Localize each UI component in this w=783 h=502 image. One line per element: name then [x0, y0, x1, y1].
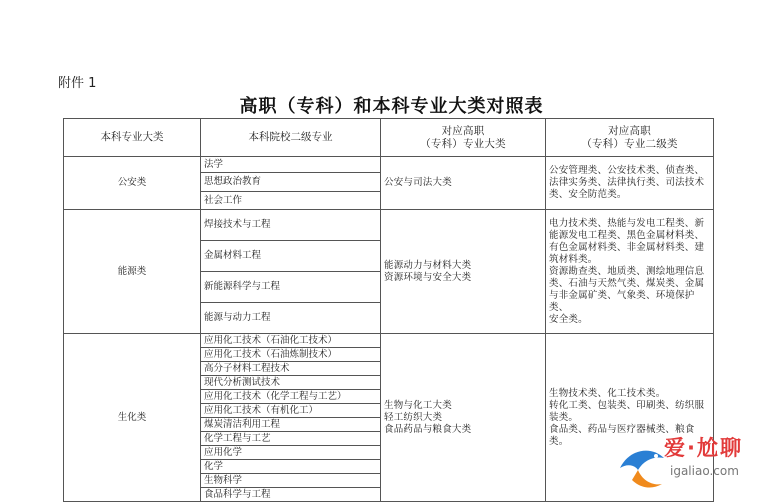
undergrad-category-cell: 能源类 [64, 210, 201, 334]
watermark-url: igaliao.com [670, 464, 739, 478]
undergrad-major-cell: 社会工作 [201, 192, 381, 210]
undergrad-major-cell: 应用化学 [201, 446, 381, 460]
undergrad-major-cell: 应用化工技术（化学工程与工艺） [201, 390, 381, 404]
undergrad-major-cell: 化学 [201, 460, 381, 474]
header-undergrad-category: 本科专业大类 [64, 119, 201, 157]
table-row [64, 334, 714, 348]
vocational-subcategory-cell: 电力技术类、热能与发电工程类、新 能源发电工程类、黑色金属材料类、 有色金属材料类、非金属材料类、建 筑材料类。 资源勘查类、地质类、测绘地理信息 类、石油与天然气类、煤炭类、金属 与非金属矿类、气象类、环境保护类、 安全类。 [546, 210, 714, 334]
undergrad-major-cell: 应用化工技术（石油化工技术） [201, 334, 381, 348]
undergrad-major-cell: 思想政治教育 [201, 173, 381, 192]
undergrad-major-cell: 金属材料工程 [201, 241, 381, 272]
watermark-text: 爱·尬聊 [664, 436, 743, 460]
undergrad-major-cell: 生物科学 [201, 474, 381, 488]
header-vocational-category: 对应高职 （专科）专业大类 [381, 119, 546, 157]
vocational-category-cell: 生物与化工大类 轻工纺织大类 食品药品与粮食大类 [381, 334, 546, 502]
header-vocational-subcategory: 对应高职 （专科）专业二级类 [546, 119, 714, 157]
undergrad-major-cell: 应用化工技术（石油炼制技术） [201, 348, 381, 362]
document-title: 高职（专科）和本科专业大类对照表 [239, 96, 544, 117]
attachment-label: 附件 1 [58, 76, 97, 91]
undergrad-category-cell: 公安类 [64, 157, 201, 210]
vocational-category-cell: 公安与司法大类 [381, 157, 546, 210]
header-undergrad-major: 本科院校二级专业 [201, 119, 381, 157]
vocational-subcategory-cell: 生物技术类、化工技术类。 转化工类、包装类、印刷类、纺织服 装类。 食品类、药品与医疗器械类、粮食类。 [546, 334, 714, 502]
undergrad-major-cell: 新能源科学与工程 [201, 272, 381, 303]
undergrad-major-cell: 现代分析测试技术 [201, 376, 381, 390]
undergrad-category-cell: 生化类 [64, 334, 201, 502]
undergrad-major-cell: 焊接技术与工程 [201, 210, 381, 241]
undergrad-major-cell: 应用化工技术（有机化工） [201, 404, 381, 418]
undergrad-major-cell: 法学 [201, 157, 381, 173]
undergrad-major-cell: 化学工程与工艺 [201, 432, 381, 446]
table-row [64, 157, 714, 173]
undergrad-major-cell: 能源与动力工程 [201, 303, 381, 334]
table-row [64, 210, 714, 241]
undergrad-major-cell: 高分子材料工程技术 [201, 362, 381, 376]
comparison-table [63, 118, 714, 502]
undergrad-major-cell: 煤炭清洁利用工程 [201, 418, 381, 432]
undergrad-major-cell: 食品科学与工程 [201, 488, 381, 502]
vocational-subcategory-cell: 公安管理类、公安技术类、侦查类、 法律实务类、法律执行类、司法技术 类、安全防范类。 [546, 157, 714, 210]
vocational-category-cell: 能源动力与材料大类 资源环境与安全大类 [381, 210, 546, 334]
